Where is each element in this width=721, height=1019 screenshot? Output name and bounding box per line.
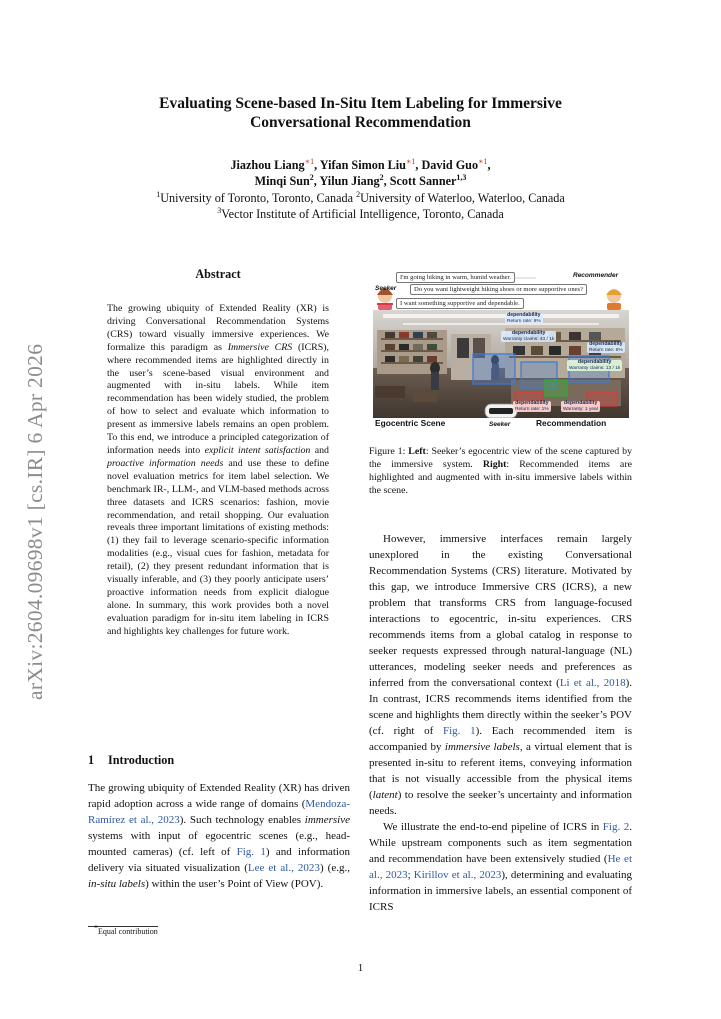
footnote-mark: * bbox=[94, 923, 98, 933]
paragraph bbox=[369, 531, 632, 819]
author-line-2 bbox=[0, 173, 721, 189]
abstract-text bbox=[107, 303, 329, 639]
text-run: , a virtual element that is presented in-situ to referent items, conveying information that is not visually accessible from the physical items ( bbox=[369, 741, 632, 801]
paragraph bbox=[369, 819, 632, 915]
text-emph: latent bbox=[372, 789, 398, 801]
label-title: dependability bbox=[589, 341, 623, 347]
recommendation-label: Recommendation bbox=[536, 418, 607, 428]
label-value: Warranty claims: 43 / 1k bbox=[503, 336, 555, 342]
label-title: dependability bbox=[511, 330, 546, 336]
abstract-heading: Abstract bbox=[195, 267, 241, 281]
text-run: systems with input of egocentric scenes (e.g., head-mounted cameras) (cf. left of bbox=[88, 830, 350, 858]
recommender-role-label: Recommender bbox=[573, 272, 619, 279]
text-run: We illustrate the end-to-end pipeline of ICRS in bbox=[383, 821, 603, 833]
author-sup: ∗1 bbox=[478, 156, 488, 166]
section-heading bbox=[88, 753, 174, 768]
text-run: The growing ubiquity of Extended Reality (XR) has driven rapid adoption across a wide range of domains ( bbox=[88, 782, 350, 810]
affil-sup: 3 bbox=[217, 205, 222, 215]
label-value: Return rate: 9% bbox=[507, 318, 541, 324]
caption-run: : Seeker’s egocentric view of the scene captured by the immersive system. bbox=[369, 446, 633, 470]
figure-ref-link[interactable]: Fig. 1 bbox=[236, 846, 266, 858]
author-name: David Guo bbox=[421, 158, 479, 172]
author-sep: , bbox=[415, 158, 422, 172]
abstract-emph: Immersive CRS bbox=[227, 341, 293, 353]
affil-text: University of Waterloo, Waterloo, Canada bbox=[360, 191, 565, 205]
author-sep: , bbox=[487, 158, 491, 172]
author-line-1 bbox=[0, 157, 721, 173]
affiliation-line-2 bbox=[0, 206, 721, 222]
author-sup: ∗1 bbox=[405, 156, 416, 166]
arxiv-stamp: arXiv:2604.09698v1 [cs.IR] 6 Apr 2026 bbox=[23, 343, 47, 700]
author-sep: , bbox=[313, 174, 320, 188]
label-value: Warranty: 1 year bbox=[563, 406, 599, 412]
title-line-2: Conversational Recommendation bbox=[250, 114, 471, 131]
author-sup: 2 bbox=[379, 172, 384, 182]
text-run: ; bbox=[407, 869, 414, 881]
citation-link[interactable]: Li et al., 2018 bbox=[559, 677, 626, 689]
citation-link[interactable]: Lee et al., 2023 bbox=[247, 862, 320, 874]
immersive-label bbox=[513, 401, 551, 412]
caption-bold: Right bbox=[482, 458, 507, 470]
text-run: ) to resolve the seeker’s uncertainty and information needs. bbox=[369, 789, 632, 817]
citation-link[interactable]: Mendoza-Ramírez et al., 2023 bbox=[88, 798, 350, 826]
abstract-emph: explicit intent satisfaction bbox=[204, 444, 311, 456]
author-name: Jiazhou Liang bbox=[230, 158, 305, 172]
caption-bold: Left bbox=[408, 446, 426, 457]
title-line-1: Evaluating Scene-based In-Situ Item Labeling for Immersive bbox=[159, 95, 562, 112]
section-number: 1 bbox=[88, 753, 95, 767]
text-run: ). In contrast, ICRS recommends items identified from the scene and highlights them directly within the seeker’s POV (cf. right of bbox=[369, 677, 633, 737]
immersive-label bbox=[587, 342, 625, 353]
footnote-text: Equal contribution bbox=[98, 927, 158, 936]
egocentric-scene-label: Egocentric Scene bbox=[375, 418, 446, 428]
affil-text: Vector Institute of Artificial Intelligence, Toronto, Canada bbox=[221, 207, 504, 221]
text-run: . While upstream components such as item segmentation and recommendation have been extensively studied ( bbox=[369, 821, 632, 865]
figure-caption bbox=[369, 446, 632, 498]
label-value: Warranty claims: 13 / 1k bbox=[569, 365, 621, 371]
abstract-run: (ICRS), where recommended items are highlighted directly in the user’s scene-based visual environment and augmented with in-situ labels. While item recommendation has been widely studied, the problem of how to select and evaluate which information to present as immersive labels remains an open problem. To this end, we introduce a principled categorization of information needs into bbox=[107, 341, 329, 456]
affil-sup: 1 bbox=[156, 189, 161, 199]
author-sup: ∗1 bbox=[304, 156, 315, 166]
text-emph: in-situ labels bbox=[88, 878, 146, 890]
right-column-body bbox=[369, 531, 632, 915]
author-list bbox=[0, 157, 721, 189]
caption-run: : Recommended items are highlighted and augmented with in-situ immersive labels within the scene. bbox=[369, 458, 632, 496]
abstract-run: and bbox=[310, 444, 329, 456]
seeker-role-label: Seeker bbox=[375, 285, 397, 292]
footnote bbox=[94, 923, 158, 937]
abstract-run: and use these to define novel evaluation metrics for item label selection. We benchmark IR-, LLM-, and VLM-based methods across three datasets and ICRS scenarios: fashion, movie recommendation, and retail shopping. Our evaluation reveals three important limitations of existing methods: (1) they fail to leverage scenario-specific information modalities (e.g., visual cues for fashion, metadata for retail), (2) they present redundant information that is visually inferable, and (3) they poorly anticipate users’ proactive information needs from explicit dialogue alone. In summary, this work provides both a novel evaluation paradigm for in-situ item labeling in ICRS and highlights key challenges for future work. bbox=[107, 457, 329, 637]
author-sup: 1,3 bbox=[456, 172, 467, 182]
label-title: dependability bbox=[507, 312, 541, 318]
paper-title bbox=[0, 94, 721, 132]
text-run: However, immersive interfaces remain largely unexplored in the existing Conversational Recommendation Systems (CRS) literature. Motivated by this gap, we introduce Immersive CRS (ICRS), a new problem that transforms CRS from language-focused interactions to egocentric, in-situ experiences. CRS recommends items from a global catalog in response to seeker requests expressed through natural-language (NL) utterances, modeling seeker needs and preferences as inferred from the conversational context ( bbox=[369, 533, 632, 689]
citation-link[interactable]: He et al., 2023 bbox=[369, 853, 632, 881]
immersive-label bbox=[561, 401, 600, 412]
affil-text: University of Toronto, Toronto, Canada bbox=[160, 191, 357, 205]
author-sep: , bbox=[314, 158, 320, 172]
seeker-bubble-2: I want something supportive and dependable. bbox=[396, 298, 524, 309]
text-run: ). Such technology enables bbox=[179, 814, 305, 826]
author-name: Scott Sanner bbox=[389, 174, 457, 188]
text-run: ). Each recommended item is accompanied by bbox=[369, 725, 632, 753]
label-title: dependability bbox=[563, 400, 598, 406]
label-title: dependability bbox=[577, 359, 612, 365]
affiliation-line-1 bbox=[0, 190, 721, 206]
section-title: Introduction bbox=[108, 753, 175, 767]
text-run: ) within the user’s Point of View (POV). bbox=[145, 878, 324, 890]
text-emph: immersive bbox=[304, 814, 351, 826]
figure-ref-link[interactable]: Fig. 2 bbox=[602, 821, 630, 833]
caption-run: Figure 1: bbox=[369, 446, 409, 457]
immersive-label bbox=[567, 360, 622, 371]
text-emph: immersive labels bbox=[444, 741, 520, 753]
label-title: dependability bbox=[515, 400, 549, 406]
figure-1 bbox=[373, 268, 629, 432]
abstract-emph: proactive information needs bbox=[107, 457, 224, 469]
page-number: 1 bbox=[357, 962, 364, 974]
text-run: ) and information delivery via situated visualization ( bbox=[88, 846, 350, 874]
author-name: Yilun Jiang bbox=[319, 174, 380, 188]
affiliations bbox=[0, 190, 721, 222]
seeker-label: Seeker bbox=[489, 421, 511, 428]
label-value: Return rate: 1% bbox=[515, 406, 549, 412]
intro-paragraph bbox=[88, 780, 350, 892]
figure-ref-link[interactable]: Fig. 1 bbox=[442, 725, 476, 737]
author-sup: 2 bbox=[309, 172, 314, 182]
label-value: Return rate: 6% bbox=[589, 347, 623, 353]
author-name: Yifan Simon Liu bbox=[319, 158, 406, 172]
citation-link[interactable]: Kirillov et al., 2023 bbox=[413, 869, 502, 881]
text-run: ) (e.g., bbox=[319, 862, 350, 874]
affil-sup: 2 bbox=[356, 189, 361, 199]
seeker-bubble-1: I'm going hiking in warm, humid weather. bbox=[396, 272, 515, 283]
author-sep: , bbox=[383, 174, 390, 188]
immersive-label bbox=[501, 331, 556, 342]
immersive-label bbox=[505, 313, 543, 324]
author-name: Minqi Sun bbox=[254, 174, 310, 188]
abstract-run: The growing ubiquity of Extended Reality (XR) is driving Conversational Recommendation Systems (CRS) toward visually immersive experiences. We formalize this paradigm as bbox=[107, 303, 329, 353]
recommender-bubble: Do you want lightweight hiking shoes or more supportive ones? bbox=[410, 284, 587, 295]
text-run: ), determining and evaluating information in immersive labels, an essential component of ICRS bbox=[369, 869, 632, 913]
